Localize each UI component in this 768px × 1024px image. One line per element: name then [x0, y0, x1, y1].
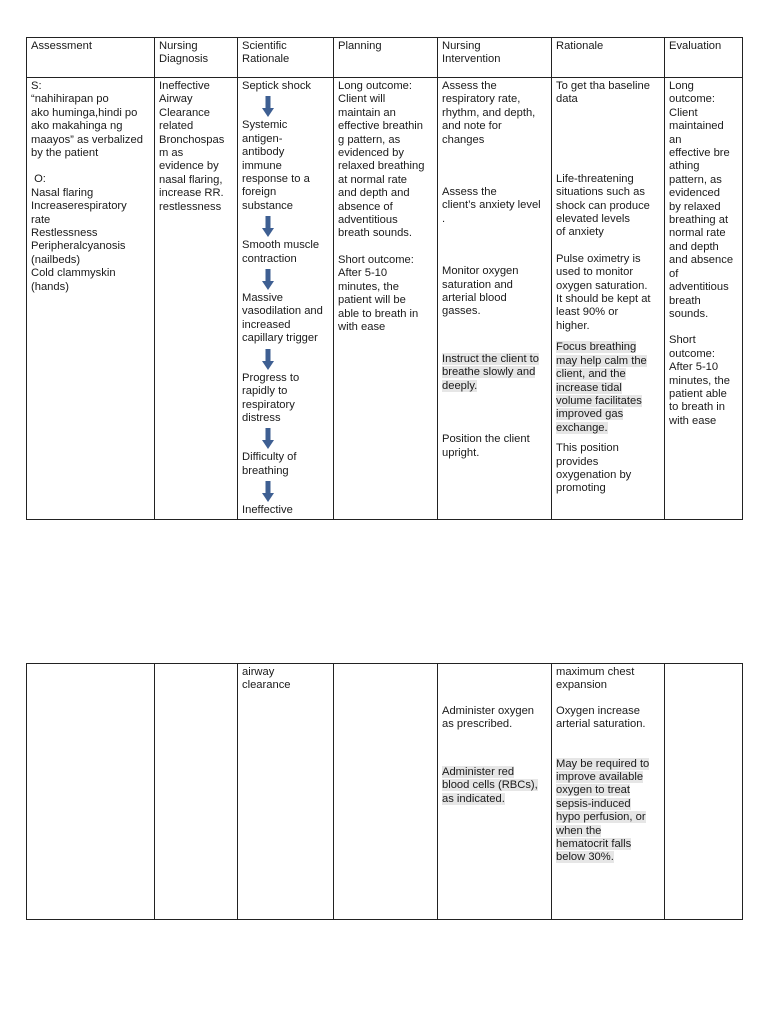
header-scientific-rationale: Scientific Rationale	[238, 38, 334, 78]
rationale-step: Difficulty of breathing	[242, 451, 297, 477]
header-row	[27, 38, 743, 78]
scientific-rationale-cell	[238, 78, 334, 520]
intervention-item: Administer red blood cells (RBCs), as indicated.	[442, 765, 538, 805]
scientific-rationale-cell-cont	[238, 664, 334, 920]
rationale-step: airway clearance	[242, 666, 291, 692]
down-arrow-icon	[262, 269, 274, 290]
rationale-step: Septick shock	[242, 80, 312, 92]
rationale-step: Systemic antigen- antibody immune response to a foreign substance	[242, 119, 310, 212]
care-plan-table-page-2	[26, 663, 743, 920]
header-nursing-intervention: Nursing Intervention	[438, 38, 552, 78]
down-arrow-icon	[262, 428, 274, 449]
planning-long-outcome: Long outcome: Client will maintain an effective breathin g pattern, as evidenced by relaxed breathing at normal rate and depth and absence of adventitious breath sounds.	[338, 80, 425, 240]
intervention-item: Administer oxygen as prescribed.	[442, 705, 535, 731]
continuation-row	[27, 664, 743, 920]
evaluation-cell	[665, 78, 743, 520]
header-evaluation: Evaluation	[665, 38, 743, 78]
evaluation-short-outcome: Short outcome: After 5-10 minutes, the patient able to breath in with ease	[669, 334, 730, 427]
rationale-cell	[552, 78, 665, 520]
rationale-item: maximum chest expansion	[556, 666, 635, 692]
intervention-cell-cont	[438, 664, 552, 920]
diagnosis-cell: Ineffective Airway Clearance related Bronchospas m as evidence by nasal flaring, increase RR. restlessness	[155, 78, 238, 520]
content-row	[27, 78, 743, 520]
down-arrow-icon	[262, 96, 274, 117]
intervention-item: Monitor oxygen saturation and arterial blood gasses.	[442, 265, 519, 318]
rationale-item: Pulse oximetry is used to monitor oxygen saturation. It should be kept at least 90% or higher.	[556, 252, 651, 332]
planning-cell	[334, 78, 438, 520]
assessment-cell-cont	[27, 664, 155, 920]
intervention-item: Position the client upright.	[442, 433, 530, 459]
rationale-item: Life-threatening situations such as shock can produce elevated levels of anxiety	[556, 172, 650, 239]
care-plan-table-page-1	[26, 37, 743, 520]
intervention-item: Instruct the client to breathe slowly and deeply.	[442, 352, 540, 392]
rationale-step: Massive vasodilation and increased capillary trigger	[242, 292, 323, 345]
header-assessment: Assessment	[27, 38, 155, 78]
rationale-item: May be required to improve available oxygen to treat sepsis-induced hypo perfusion, or when the hematocrit falls below 30%.	[556, 757, 650, 864]
header-rationale: Rationale	[552, 38, 665, 78]
rationale-cell-cont	[552, 664, 665, 920]
planning-cell-cont	[334, 664, 438, 920]
rationale-step: Smooth muscle contraction	[242, 239, 320, 265]
evaluation-long-outcome: Long outcome: Client maintained an effective bre athing pattern, as evidenced by relaxed breathing at normal rate and depth and absence of adventitious breath sounds.	[669, 80, 734, 320]
intervention-cell	[438, 78, 552, 520]
planning-short-outcome: Short outcome: After 5-10 minutes, the patient will be able to breath in with ease	[338, 253, 419, 333]
down-arrow-icon	[262, 216, 274, 237]
header-nursing-diagnosis: Nursing Diagnosis	[155, 38, 238, 78]
diagnosis-cell-cont	[155, 664, 238, 920]
header-planning: Planning	[334, 38, 438, 78]
rationale-step: Ineffective	[242, 504, 293, 517]
intervention-item: Assess the client’s anxiety level .	[442, 186, 541, 225]
rationale-item: Focus breathing may help calm the client, and the increase tidal volume facilitates improved gas exchange.	[556, 341, 647, 434]
rationale-item: This position provides oxygenation by promoting	[556, 442, 632, 495]
down-arrow-icon	[262, 481, 274, 502]
down-arrow-icon	[262, 349, 274, 370]
objective-data: O: Nasal flaring Increaserespiratory rate Restlessness Peripheralcyanosis (nailbeds) Cold clammyskin (hands)	[31, 173, 127, 293]
rationale-item: To get tha baseline data	[556, 80, 650, 106]
evaluation-cell-cont	[665, 664, 743, 920]
rationale-item: Oxygen increase arterial saturation.	[556, 704, 646, 731]
intervention-item: Assess the respiratory rate, rhythm, and depth, and note for changes	[442, 80, 536, 146]
rationale-step: Progress to rapidly to respiratory distress	[242, 371, 300, 424]
subjective-data: S: “nahihirapan po ako huminga,hindi po ako makahinga ng maayos” as verbalized by the patient	[31, 80, 143, 160]
assessment-cell	[27, 78, 155, 520]
